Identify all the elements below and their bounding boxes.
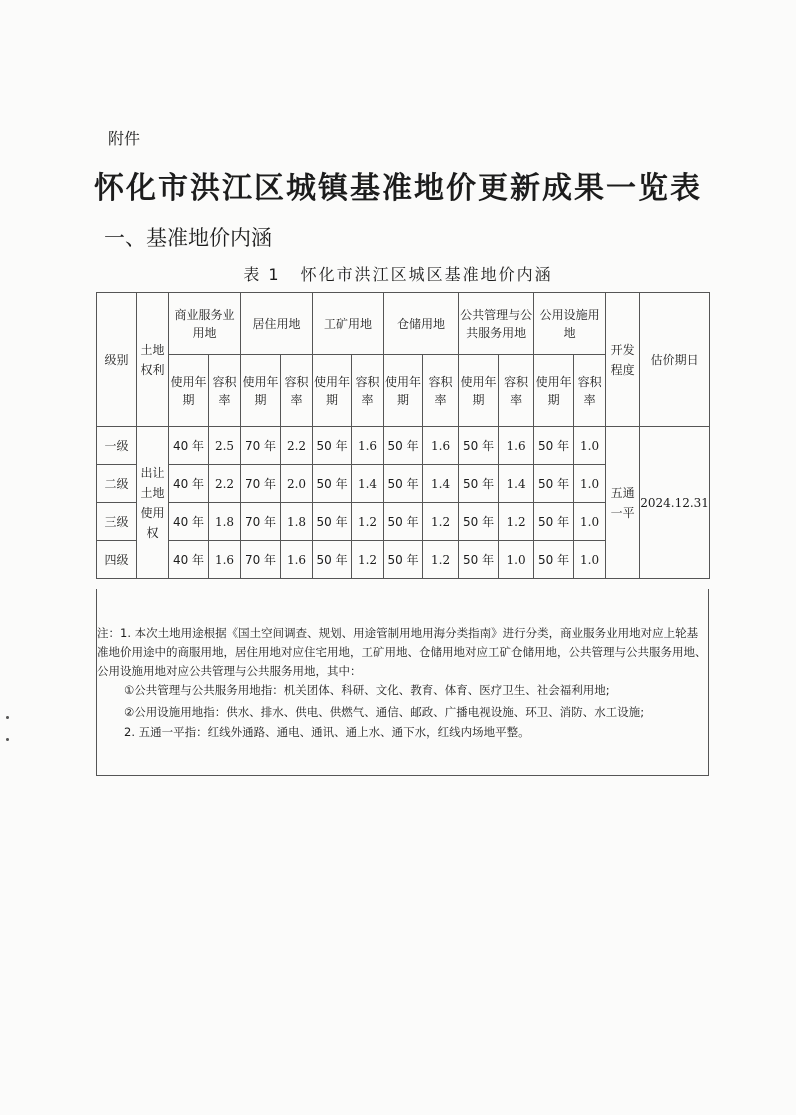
header-public-service: 公共管理与公共服务用地: [459, 293, 534, 355]
subheader-far: 容积率: [209, 355, 241, 427]
subheader-far: 容积率: [281, 355, 313, 427]
header-storage: 仓储用地: [384, 293, 459, 355]
cell: 1.8: [209, 503, 241, 541]
cell: 1.8: [281, 503, 313, 541]
cell: 1.2: [423, 541, 459, 579]
cell: 70 年: [241, 503, 281, 541]
subheader-use-period: 使用年期: [241, 355, 281, 427]
subheader-far: 容积率: [499, 355, 534, 427]
cell: 2.2: [281, 427, 313, 465]
attachment-label: 附件: [108, 129, 141, 148]
cell: 1.2: [423, 503, 459, 541]
cell: 1.0: [574, 427, 606, 465]
header-utility: 公用设施用地: [534, 293, 606, 355]
cell: 50 年: [534, 503, 574, 541]
header-valuation-date: 估价期日: [640, 293, 710, 427]
table-notes: [96, 589, 709, 776]
cell: 40 年: [169, 465, 209, 503]
grade-cell: 三级: [97, 503, 137, 541]
cell: 40 年: [169, 541, 209, 579]
cell: 50 年: [384, 427, 423, 465]
note-item: ①公共管理与公共服务用地指：机关团体、科研、文化、教育、体育、医疗卫生、社会福利用地;: [124, 683, 610, 697]
cell: 1.4: [352, 465, 384, 503]
cell: 50 年: [384, 541, 423, 579]
scan-artifact: [6, 716, 9, 719]
table-row: [97, 427, 710, 465]
land-price-table: [96, 292, 710, 579]
cell: 1.6: [281, 541, 313, 579]
cell: 50 年: [313, 503, 352, 541]
cell: 1.4: [423, 465, 459, 503]
header-industrial: 工矿用地: [313, 293, 384, 355]
cell: 50 年: [534, 465, 574, 503]
cell: 50 年: [459, 503, 499, 541]
cell: 50 年: [384, 503, 423, 541]
subheader-use-period: 使用年期: [459, 355, 499, 427]
cell: 1.2: [499, 503, 534, 541]
cell: 1.0: [574, 541, 606, 579]
table-caption: [0, 262, 796, 285]
header-grade: 级别: [97, 293, 137, 427]
cell: 1.0: [499, 541, 534, 579]
note-paragraph: 注：1. 本次土地用途根据《国土空间调查、规划、用途管制用地用海分类指南》进行分类，商业服务业用地对应上轮基准地价用途中的商服用地，居住用地对应住宅用地，工矿用地、仓储用地对应工矿仓储用地，公共管理与公共服务用地、公用设施用地对应公共管理与公共服务用地，其中：: [97, 626, 707, 678]
table-number: 表 1: [243, 265, 281, 284]
cell: 40 年: [169, 427, 209, 465]
cell: 50 年: [313, 541, 352, 579]
header-commercial: 商业服务业用地: [169, 293, 241, 355]
cell: 1.0: [574, 465, 606, 503]
cell: 1.4: [499, 465, 534, 503]
cell: 50 年: [459, 541, 499, 579]
cell: 50 年: [534, 541, 574, 579]
note-item: 2. 五通一平指：红线外通路、通电、通讯、通上水、通下水，红线内场地平整。: [124, 725, 530, 739]
cell: 50 年: [384, 465, 423, 503]
valuation-date-cell: 2024.12.31: [640, 427, 710, 579]
cell: 1.6: [423, 427, 459, 465]
subheader-use-period: 使用年期: [169, 355, 209, 427]
section-heading: 一、基准地价内涵: [104, 226, 272, 250]
cell: 1.0: [574, 503, 606, 541]
subheader-use-period: 使用年期: [534, 355, 574, 427]
page-title: 怀化市洪江区城镇基准地价更新成果一览表: [94, 171, 702, 206]
cell: 50 年: [313, 427, 352, 465]
cell: 1.2: [352, 541, 384, 579]
grade-cell: 四级: [97, 541, 137, 579]
cell: 2.0: [281, 465, 313, 503]
dev-degree-cell: 五通一平: [606, 427, 640, 579]
land-right-cell: 出让土地使用权: [137, 427, 169, 579]
cell: 50 年: [534, 427, 574, 465]
cell: 50 年: [459, 465, 499, 503]
cell: 2.5: [209, 427, 241, 465]
cell: 70 年: [241, 541, 281, 579]
cell: 1.2: [352, 503, 384, 541]
subheader-use-period: 使用年期: [313, 355, 352, 427]
cell: 50 年: [313, 465, 352, 503]
grade-cell: 一级: [97, 427, 137, 465]
grade-cell: 二级: [97, 465, 137, 503]
cell: 70 年: [241, 427, 281, 465]
cell: 2.2: [209, 465, 241, 503]
cell: 50 年: [459, 427, 499, 465]
cell: 70 年: [241, 465, 281, 503]
cell: 1.6: [499, 427, 534, 465]
cell: 40 年: [169, 503, 209, 541]
subheader-use-period: 使用年期: [384, 355, 423, 427]
cell: 1.6: [209, 541, 241, 579]
header-land-right: 土地权利: [137, 293, 169, 427]
cell: 1.6: [352, 427, 384, 465]
subheader-far: 容积率: [352, 355, 384, 427]
table-caption-text: 怀化市洪江区城区基准地价内涵: [300, 265, 553, 284]
header-residential: 居住用地: [241, 293, 313, 355]
scan-artifact: [6, 738, 9, 741]
header-dev-degree: 开发程度: [606, 293, 640, 427]
note-item: ②公用设施用地指：供水、排水、供电、供燃气、通信、邮政、广播电视设施、环卫、消防、水工设施;: [124, 705, 645, 719]
subheader-far: 容积率: [574, 355, 606, 427]
subheader-far: 容积率: [423, 355, 459, 427]
